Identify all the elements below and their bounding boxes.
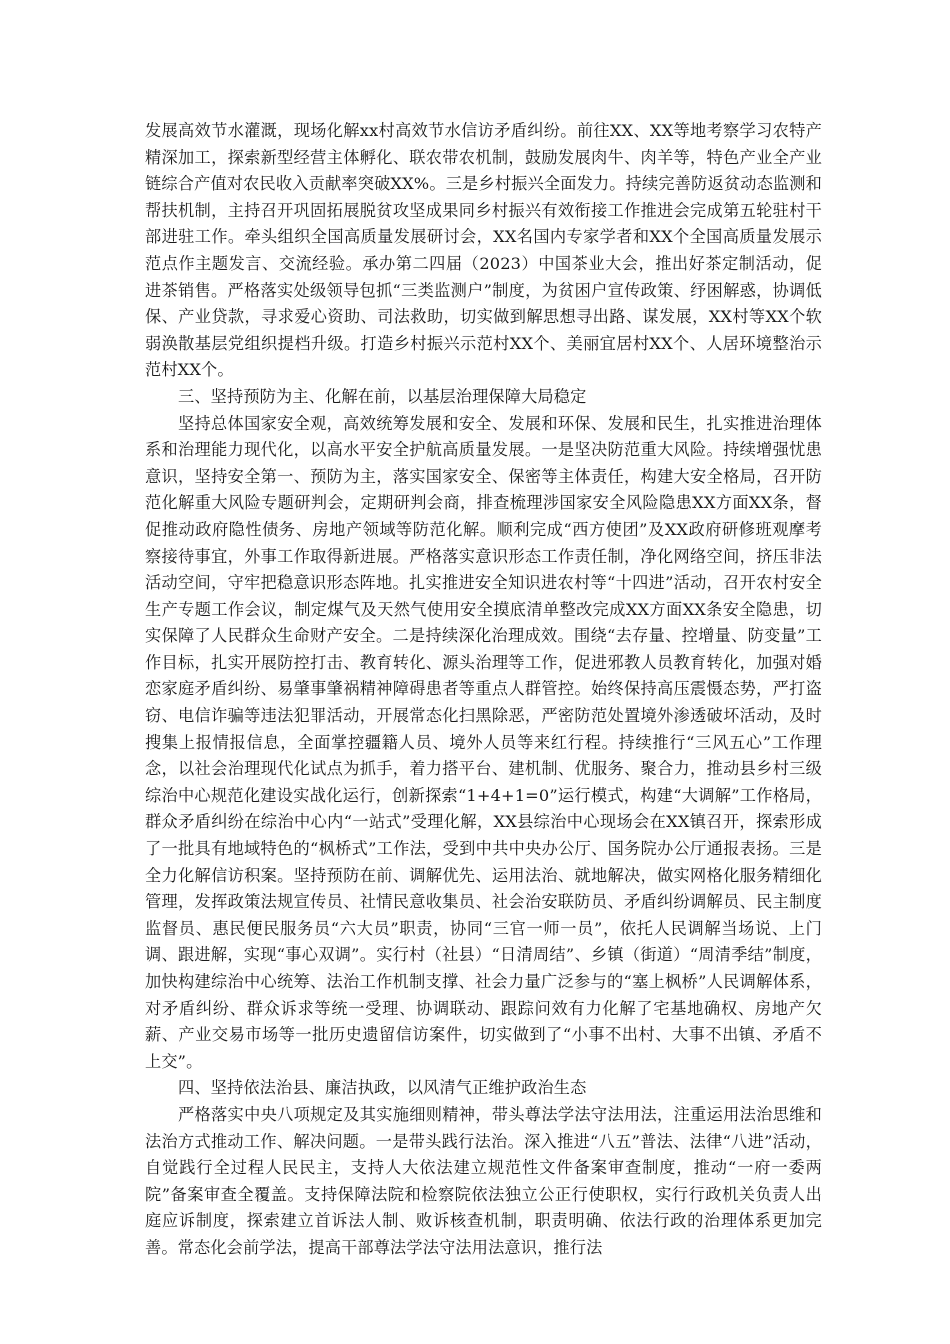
section-heading: 三、坚持预防为主、化解在前，以基层治理保障大局稳定 — [178, 386, 587, 406]
body-paragraph: 坚持总体国家安全观，高效统筹发展和安全、发展和环保、发展和民生，扎实推进治理体系和治理能力现代化，以高水平安全护航高质量发展。一是坚决防范重大风险。持续增强忧患意识，坚持安全第一、预防为主，落实国家安全、保密等主体责任，构建大安全格局，召开防范化解重大风险专题研判会，定期研判会商，排查梳理涉国家安全风险隐患XX方面XX条，督促推动政府隐性债务、房地产领域等防范化解。顺利完成“西方使团”及XX政府研修班观摩考察接待事宜，外事工作取得新进展。严格落实意识形态工作责任制，净化网络空间，挤压非法活动空间，守牢把稳意识形态阵地。扎实推进安全知识进农村等“十四进”活动，召开农村安全生产专题工作会议，制定煤气及天然气使用安全摸底清单整改完成XX方面XX条安全隐患，切实保障了人民群众生命财产安全。二是持续深化治理成效。围绕“去存量、控增量、防变量”工作目标，扎实开展防控打击、教育转化、源头治理等工作，促进邪教人员教育转化，加强对婚恋家庭矛盾纠纷、易肇事肇祸精神障碍患者等重点人群管控。始终保持高压震慑态势，严打盗窃、电信诈骗等违法犯罪活动，开展常态化扫黑除恶，严密防范处置境外渗透破坏活动，及时搜集上报情报信息，全面掌控疆籍人员、境外人员等来红行程。持续推行“三风五心”工作理念，以社会治理现代化试点为抓手，着力搭平台、建机制、优服务、聚合力，推动县乡村三级综治中心规范化建设实战化运行，创新探索“1+4+1=0”运行模式，构建“大调解”工作格局，群众矛盾纠纷在综治中心内“一站式”受理化解，XX县综治中心现场会在XX镇召开，探索形成了一批具有地域特色的“枫桥式”工作法，受到中共中央办公厅、国务院办公厅通报表扬。三是全力化解信访积案。坚持预防在前、调解优先、运用法治、就地解决，做实网格化服务精细化管理，发挥政策法规宣传员、社情民意收集员、社会治安联防员、矛盾纠纷调解员、民主制度监督员、惠民便民服务员“六大员”职责，协同“三官一师一员”，依托人民调解当场说、上门调、跟进解，实现“事心双调”。实行村（社县）“日清周结”、乡镇（街道）“周清季结”制度，加快构建综治中心统筹、法治工作机制支撑、社会力量广泛参与的“塞上枫桥”人民调解体系，对矛盾纠纷、群众诉求等统一受理、协调联动、跟踪问效有力化解了宅基地确权、房地产欠薪、产业交易市场等一批历史遗留信访案件，切实做到了“小事不出村、大事不出镇、矛盾不上交”。 — [145, 413, 822, 1071]
section-heading: 四、坚持依法治县、廉洁执政，以风清气正维护政治生态 — [178, 1078, 587, 1098]
document-page — [145, 118, 822, 1262]
body-paragraph: 严格落实中央八项规定及其实施细则精神，带头尊法学法守法用法，注重运用法治思维和法治方式推动工作、解决问题。一是带头践行法治。深入推进“八五”普法、法律“八进”活动，自觉践行全过程人民民主，支持人大依法建立规范性文件备案审查制度，推动“一府一委两院”备案审查全覆盖。支持保障法院和检察院依法独立公正行使职权，实行行政机关负责人出庭应诉制度，探索建立首诉法人制、败诉核查机制，职责明确、依法行政的治理体系更加完善。常态化会前学法，提高干部尊法学法守法用法意识，推行法 — [145, 1104, 822, 1257]
body-paragraph: 发展高效节水灌溉，现场化解xx村高效节水信访矛盾纠纷。前往XX、XX等地考察学习农特产精深加工，探索新型经营主体孵化、联农带农机制，鼓励发展肉牛、肉羊等，特色产业全产业链综合产值对农民收入贡献率突破XX%。三是乡村振兴全面发力。持续完善防返贫动态监测和帮扶机制，主持召开巩固拓展脱贫攻坚成果同乡村振兴有效衔接工作推进会完成第五轮驻村干部进驻工作。牵头组织全国高质量发展研讨会，XX名国内专家学者和XX个全国高质量发展示范点作主题发言、交流经验。承办第二四届（2023）中国茶业大会，推出好茶定制活动，促进茶销售。严格落实处级领导包抓“三类监测户”制度，为贫困户宣传政策、纾困解惑，协调低保、产业贷款，寻求爱心资助、司法救助，切实做到解思想寻出路、谋发展，XX村等XX个软弱涣散基层党组织提档升级。打造乡村振兴示范村XX个、美丽宜居村XX个、人居环境整治示范村XX个。 — [145, 121, 822, 380]
